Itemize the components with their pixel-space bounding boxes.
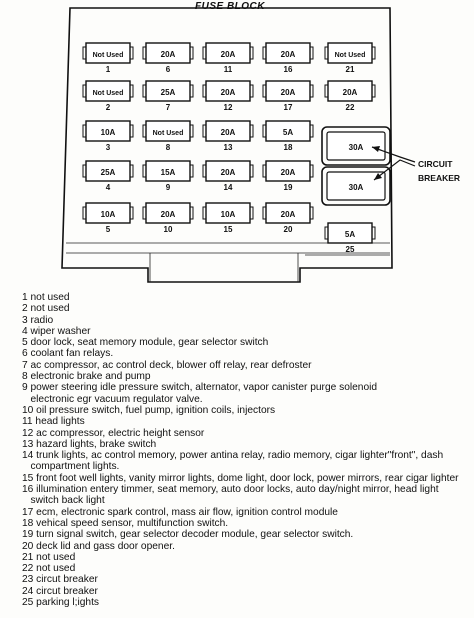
legend-item: 8 electronic brake and pump xyxy=(22,371,151,383)
fuse-18 xyxy=(263,121,313,152)
fuse-rating: 20A xyxy=(160,50,176,59)
legend-item: 20 deck lid and gass door opener. xyxy=(22,540,175,552)
fuse-19 xyxy=(263,161,313,192)
legend-item: electronic egr vacuum regulator valve. xyxy=(22,393,203,405)
fuse-rating: 20A xyxy=(342,88,358,97)
fuse-3 xyxy=(83,121,133,152)
fuse-2 xyxy=(83,81,133,112)
circuit-breaker-label-line1: CIRCUIT xyxy=(418,159,453,169)
fuse-rating: 10A xyxy=(100,210,116,219)
fuse-rating: 20A xyxy=(280,50,296,59)
fuse-rating: 20A xyxy=(220,50,236,59)
fuse-number: 8 xyxy=(165,143,171,152)
fuse-number: 18 xyxy=(283,143,293,152)
fuse-22 xyxy=(325,81,375,112)
fuse-number: 20 xyxy=(283,225,293,234)
breaker-rating: 30A xyxy=(348,143,364,152)
fuse-rating: 20A xyxy=(220,168,236,177)
fuse-rating: 20A xyxy=(280,210,296,219)
legend-item: 15 front foot well lights, vanity mirror lights, dome light, door lock, power mirrors, rear cigar lighter xyxy=(22,472,459,484)
legend-item: 22 not used xyxy=(22,563,76,575)
fuse-rating: 5A xyxy=(344,230,356,239)
fuse-number: 10 xyxy=(163,225,173,234)
fuse-rating: Not Used xyxy=(152,130,184,137)
fuse-number: 11 xyxy=(223,65,233,74)
legend-item: 16 illumination entery timmer, seat memory, auto door locks, auto day/night mirror, head light xyxy=(22,484,439,496)
legend-item: 21 not used xyxy=(22,551,76,563)
fuse-rating: 10A xyxy=(100,128,116,137)
fuse-rating: 15A xyxy=(160,168,176,177)
fuse-number: 4 xyxy=(105,183,111,192)
fuse-20 xyxy=(263,203,313,234)
legend-item: 10 oil pressure switch, fuel pump, ignition coils, injectors xyxy=(22,404,276,416)
fuse-block-diagram xyxy=(0,0,474,290)
fuse-rating: 5A xyxy=(282,128,294,137)
fuse-number: 6 xyxy=(165,65,171,74)
fuse-5 xyxy=(83,203,133,234)
legend-item: compartment lights. xyxy=(22,461,120,473)
fuse-number: 14 xyxy=(223,183,233,192)
fuse-rating: 25A xyxy=(100,168,116,177)
fuse-13 xyxy=(203,121,253,152)
legend-item: 7 ac compressor, ac control deck, blower off relay, rear defroster xyxy=(22,359,312,371)
legend-item: 14 trunk lights, ac control memory, power antina relay, radio memory, cigar lighter"front", dash xyxy=(22,450,444,462)
fuse-legend-list xyxy=(22,292,468,608)
legend-item: 17 ecm, electronic spark control, mass air flow, ignition control module xyxy=(22,506,338,518)
fuse-14 xyxy=(203,161,253,192)
fuse-6 xyxy=(143,43,193,74)
fuse-number: 21 xyxy=(345,65,355,74)
fuse-rating: 20A xyxy=(220,88,236,97)
fuse-number: 7 xyxy=(165,103,171,112)
legend-item: 6 coolant fan relays. xyxy=(22,348,114,360)
fuse-number: 2 xyxy=(105,103,111,112)
circuit-breaker-1 xyxy=(322,127,390,165)
fuse-17 xyxy=(263,81,313,112)
fuse-number: 16 xyxy=(283,65,293,74)
fuse-25 xyxy=(325,223,375,254)
legend-item: 25 parking l;ights xyxy=(22,597,100,609)
fuse-rating: 20A xyxy=(220,128,236,137)
legend-item: 18 vehical speed sensor, multifunction switch. xyxy=(22,517,229,529)
fuse-rating: Not Used xyxy=(92,52,124,59)
fuse-rating: Not Used xyxy=(334,52,366,59)
legend-item: 1 not used xyxy=(22,292,70,303)
legend-item: 3 radio xyxy=(22,314,54,326)
fuse-number: 5 xyxy=(105,225,111,234)
legend-item: 13 hazard lights, brake switch xyxy=(22,438,157,450)
fuse-rating: 20A xyxy=(280,88,296,97)
fuse-number: 9 xyxy=(165,183,171,192)
fuse-number: 25 xyxy=(345,245,355,254)
legend-item: 9 power steering idle pressure switch, alternator, vapor canister purge solenoid xyxy=(22,382,378,394)
fuse-15 xyxy=(203,203,253,234)
fuse-number: 17 xyxy=(283,103,293,112)
fuse-21 xyxy=(325,43,375,74)
fuse-10 xyxy=(143,203,193,234)
circuit-breaker-label-line2: BREAKER xyxy=(418,173,461,183)
legend-item: 2 not used xyxy=(22,303,70,315)
fuse-number: 1 xyxy=(105,65,111,74)
breaker-rating: 30A xyxy=(348,183,364,192)
legend-item: 5 door lock, seat memory module, gear selector switch xyxy=(22,337,269,349)
fuse-number: 22 xyxy=(345,103,355,112)
legend-item: 4 wiper washer xyxy=(22,325,91,337)
legend-item: switch back light xyxy=(22,495,105,507)
fuse-rating: 20A xyxy=(280,168,296,177)
fuse-4 xyxy=(83,161,133,192)
fuse-number: 12 xyxy=(223,103,233,112)
fuse-rating: 25A xyxy=(160,88,176,97)
legend-item: 19 turn signal switch, gear selector decoder module, gear selector switch. xyxy=(22,529,354,541)
fuse-11 xyxy=(203,43,253,74)
legend-item: 11 head lights xyxy=(22,416,85,428)
diagram-title: FUSE BLOCK xyxy=(195,1,265,12)
fuse-rating: 20A xyxy=(160,210,176,219)
legend-item: 12 ac compressor, electric height sensor xyxy=(22,427,205,439)
fuse-9 xyxy=(143,161,193,192)
fuse-number: 19 xyxy=(283,183,293,192)
fuse-16 xyxy=(263,43,313,74)
fuse-7 xyxy=(143,81,193,112)
fuse-number: 3 xyxy=(105,143,111,152)
fuse-number: 13 xyxy=(223,143,233,152)
circuit-breaker-2 xyxy=(322,167,390,205)
legend-item: 24 circut breaker xyxy=(22,585,98,597)
fuse-number: 15 xyxy=(223,225,233,234)
fuse-1 xyxy=(83,43,133,74)
fuse-rating: Not Used xyxy=(92,90,124,97)
legend-item: 23 circut breaker xyxy=(22,574,98,586)
fuse-8 xyxy=(143,121,193,152)
fuse-12 xyxy=(203,81,253,112)
fuse-rating: 10A xyxy=(220,210,236,219)
